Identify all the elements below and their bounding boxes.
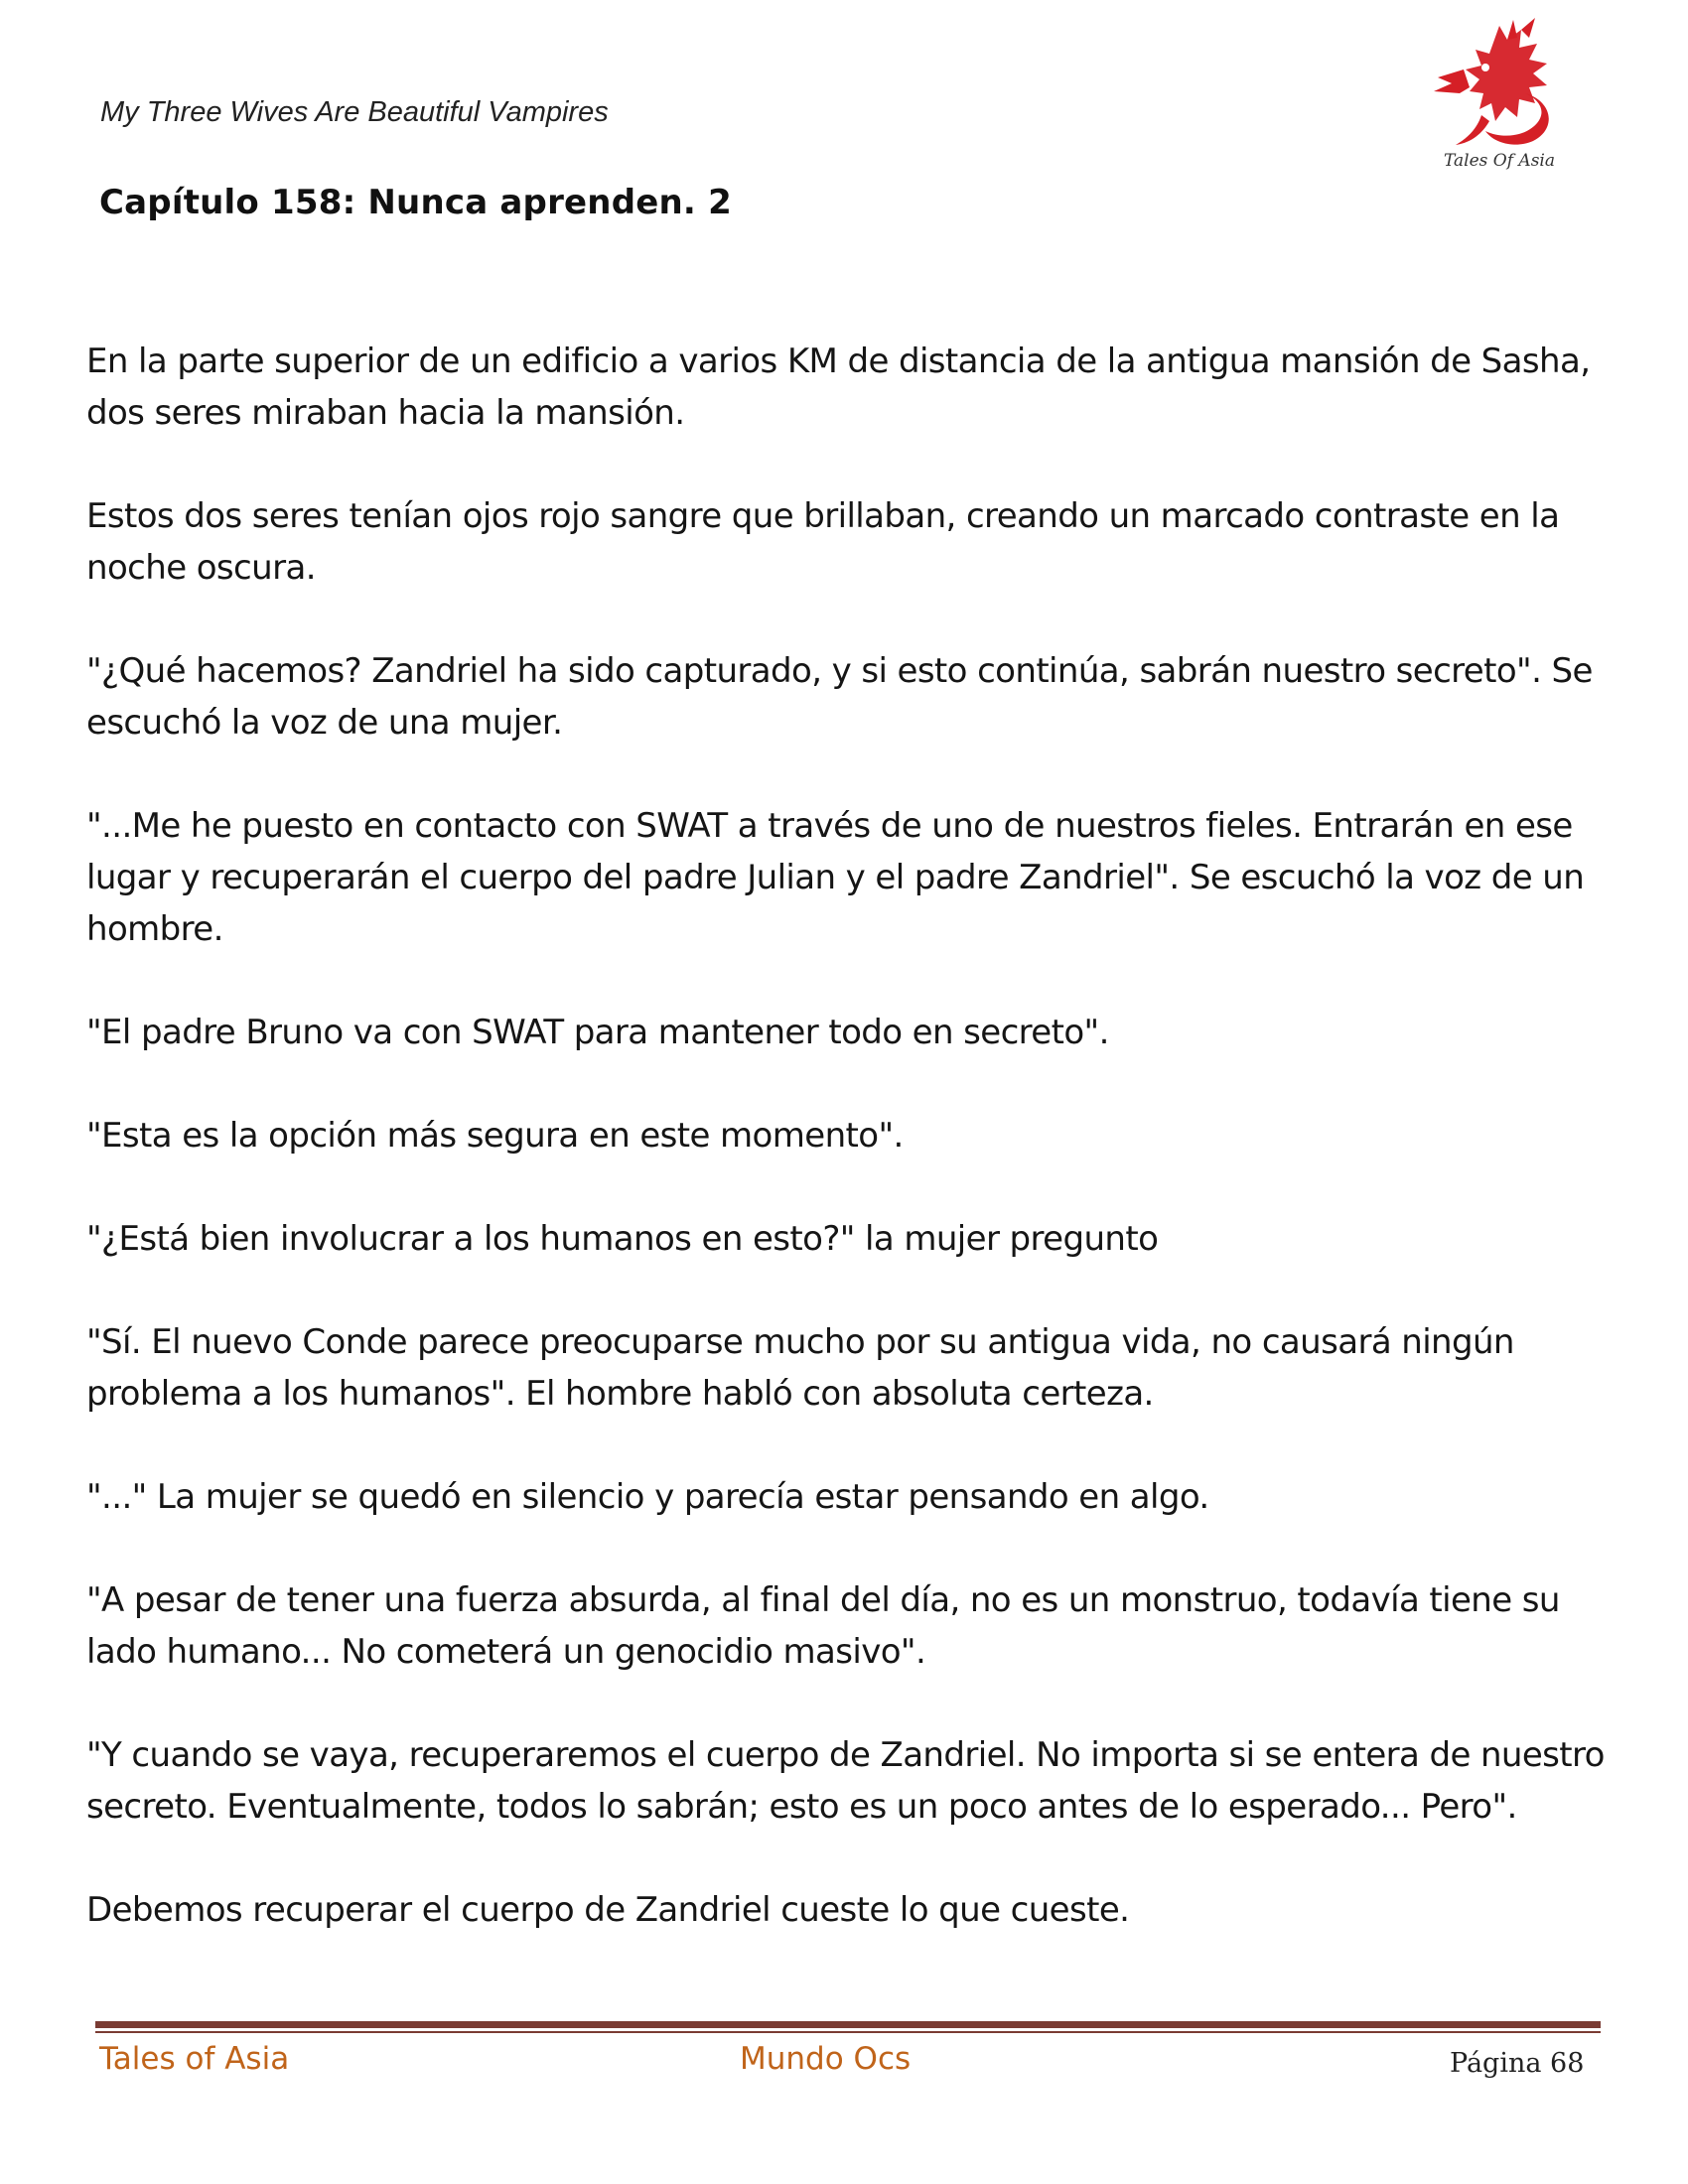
footer-rule-thick [95,2021,1601,2028]
page-number: Página 68 [1450,2048,1585,2079]
paragraph: "A pesar de tener una fuerza absurda, al final del día, no es un monstruo, todavía tiene su lado humano... No cometerá un genocidio masivo". [86,1580,1560,1672]
paragraph: "...Me he puesto en contacto con SWAT a través de uno de nuestros fieles. Entrarán en ese lugar y recuperarán el cuerpo del padre Julian y el padre Zandriel". Se escuchó la voz de un hombre. [86,806,1585,949]
book-title: My Three Wives Are Beautiful Vampires [100,96,609,128]
paragraph: Estos dos seres tenían ojos rojo sangre que brillaban, creando un marcado contraste en la noche oscura. [86,496,1560,588]
paragraph: "..." La mujer se quedó en silencio y parecía estar pensando en algo. [86,1477,1209,1517]
paragraph: Debemos recuperar el cuerpo de Zandriel cueste lo que cueste. [86,1890,1130,1930]
paragraph: "Y cuando se vaya, recuperaremos el cuerpo de Zandriel. No importa si se entera de nuestro secreto. Eventualmente, todos lo sabrán; esto es un poco antes de lo esperado... Pero". [86,1735,1605,1827]
paragraph: En la parte superior de un edificio a varios KM de distancia de la antigua mansión de Sasha, dos seres miraban hacia la mansión. [86,341,1591,433]
paragraph: "Esta es la opción más segura en este momento". [86,1116,904,1156]
logo-text: Tales Of Asia [1444,151,1555,171]
red-dragon-icon [1430,18,1569,157]
footer-rule-thin [95,2031,1601,2033]
paragraph: "El padre Bruno va con SWAT para mantener todo en secreto". [86,1013,1109,1052]
footer-publisher: Tales of Asia [99,2041,290,2077]
footer-site: Mundo Ocs [740,2041,912,2077]
paragraph: "¿Qué hacemos? Zandriel ha sido capturado, y si esto continúa, sabrán nuestro secreto". Se escuchó la voz de una mujer. [86,651,1593,743]
paragraph: "¿Está bien involucrar a los humanos en esto?" la mujer pregunto [86,1219,1159,1259]
chapter-title: Capítulo 158: Nunca aprenden. 2 [99,183,732,222]
publisher-logo [1430,18,1569,183]
chapter-body [86,336,1616,1987]
paragraph: "Sí. El nuevo Conde parece preocuparse mucho por su antigua vida, no causará ningún problema a los humanos". El hombre habló con absoluta certeza. [86,1322,1514,1414]
